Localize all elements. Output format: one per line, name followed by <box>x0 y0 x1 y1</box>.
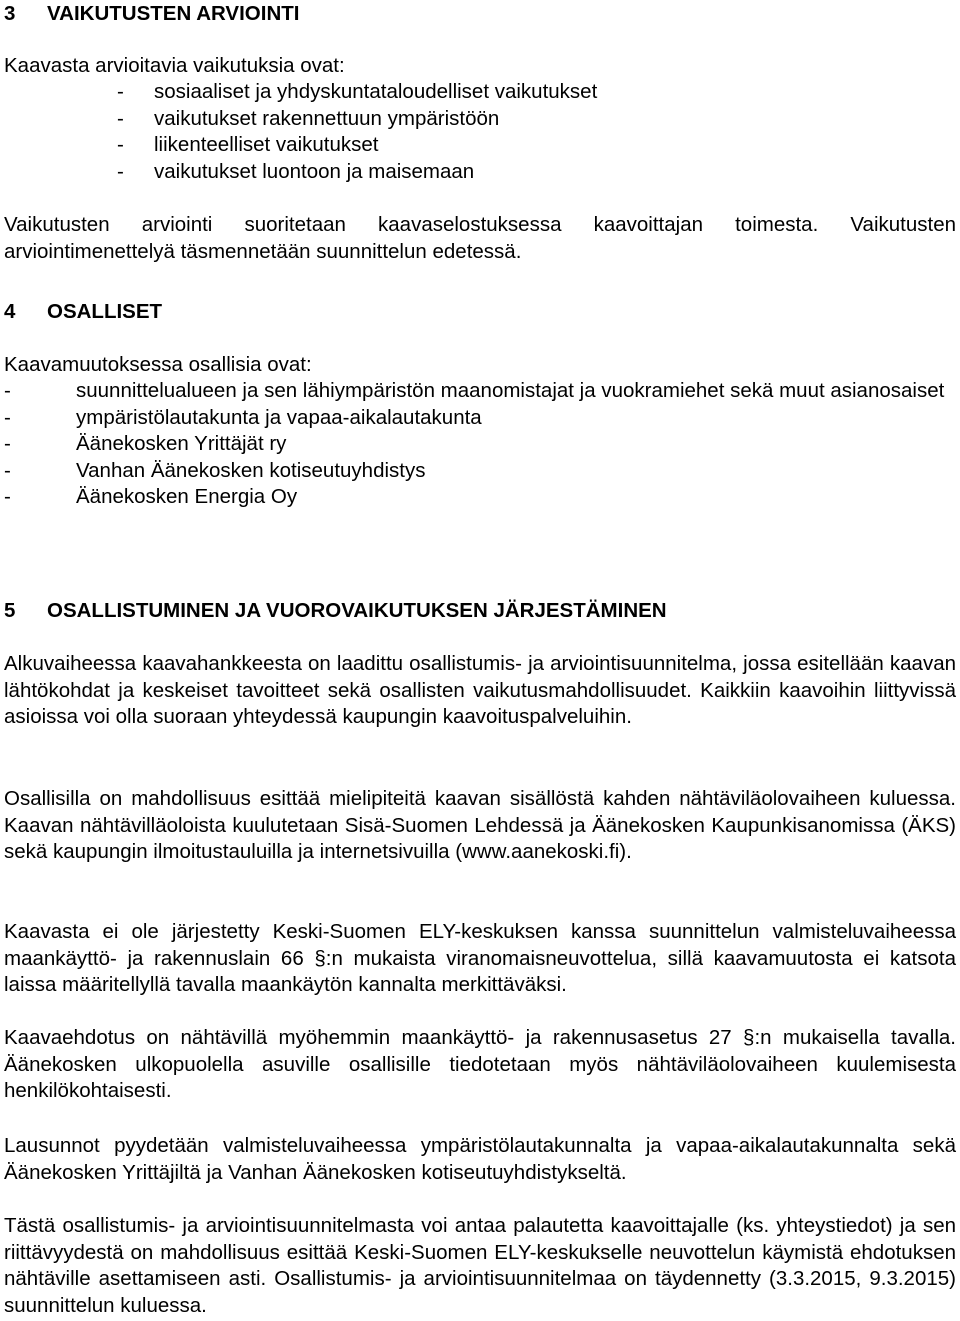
list-item <box>117 159 597 186</box>
section-3-heading <box>4 1 299 27</box>
list-dash: - <box>117 159 124 183</box>
list-item-text: ympäristölautakunta ja vapaa-aikalautakunta <box>76 405 482 429</box>
section-4-intro: Kaavamuutoksessa osallisia ovat: <box>4 353 312 376</box>
section-5-paragraph-3: Kaavasta ei ole järjestetty Keski-Suomen ELY-keskuksen kanssa suunnittelun valmisteluvaiheessa maankäyttö- ja rakennuslain 66 §:n mukaista viranomaisneuvottelua, sillä kaavamuutosta ei katsota laissa määritellyllä tavalla maankäytön kannalta merkittäväksi. <box>4 920 956 996</box>
section-4-number: 4 <box>4 300 16 323</box>
list-dash: - <box>117 133 124 156</box>
list-item <box>4 431 956 458</box>
list-dash: - <box>4 379 11 402</box>
list-dash: - <box>4 432 11 455</box>
list-item-text: suunnittelualueen ja sen lähiympäristön maanomistajat ja vuokramiehet sekä muut asianosaiset <box>76 379 945 402</box>
list-dash: - <box>4 405 11 429</box>
list-item <box>4 484 956 511</box>
list-item <box>117 106 597 133</box>
list-item <box>117 79 597 106</box>
section-5-heading <box>4 598 667 624</box>
list-dash: - <box>117 106 124 130</box>
list-item-text: Äänekosken Yrittäjät ry <box>76 432 287 455</box>
section-4-stakeholder-list <box>4 378 956 511</box>
list-dash: - <box>117 80 124 103</box>
section-3-impact-list <box>4 79 597 185</box>
list-item-text: vaikutukset luontoon ja maisemaan <box>154 159 475 183</box>
section-3-number: 3 <box>4 2 16 25</box>
section-5-paragraph-1: Alkuvaiheessa kaavahankkeesta on laadittu osallistumis- ja arviointisuunnitelma, jossa esitellään kaavan lähtökohdat ja keskeiset tavoitteet sekä osallisten vaikutusmahdollisuudet. Kaikkiin kaavoihin liittyvissä asioissa voi olla suoraan yhteydessä kaupungin kaavoituspalveluihin. <box>4 652 956 728</box>
section-5-title: OSALLISTUMINEN JA VUOROVAIKUTUKSEN JÄRJESTÄMINEN <box>47 599 667 622</box>
section-3-paragraph: Vaikutusten arviointi suoritetaan kaavaselostuksessa kaavoittajan toimesta. Vaikutusten arviointimenettelyä täsmennetään suunnittelun edetessä. <box>4 213 956 263</box>
list-item-text: Äänekosken Energia Oy <box>76 485 298 508</box>
section-5-paragraph-4: Kaavaehdotus on nähtävillä myöhemmin maankäyttö- ja rakennusasetus 27 §:n mukaisella tavalla. Äänekosken ulkopuolella asuville osallisille tiedotetaan myös nähtäviläolovaiheen kuulemisesta henkilökohtaisesti. <box>4 1026 956 1102</box>
list-item-text: Vanhan Äänekosken kotiseutuyhdistys <box>76 458 426 482</box>
list-item-text: liikenteelliset vaikutukset <box>154 133 379 156</box>
section-5-paragraph-6: Tästä osallistumis- ja arviointisuunnitelmasta voi antaa palautetta kaavoittajalle (ks. yhteystiedot) ja sen riittävyydestä on mahdollisuus esittää Keski-Suomen ELY-keskukselle neuvottelun käymistä ehdotuksen nähtäville asettamiseen asti. Osallistumis- ja arviointisuunnitelmaa on täydennetty (3.3.2015, 9.3.2015) suunnittelun kuluessa. <box>4 1214 956 1317</box>
list-dash: - <box>4 485 11 508</box>
section-5-paragraph-2: Osallisilla on mahdollisuus esittää mielipiteitä kaavan sisällöstä kahden nähtäviläolovaiheen kuluessa. Kaavan nähtävilläoloista kuulutetaan Sisä-Suomen Lehdessä ja Äänekosken Kaupunkisanomissa (ÄKS) sekä kaupungin ilmoitustauluilla ja internetsivuilla (www.aanekoski.fi). <box>4 787 956 863</box>
section-5-number: 5 <box>4 599 16 622</box>
list-dash: - <box>4 458 11 482</box>
list-item-text: sosiaaliset ja yhdyskuntataloudelliset vaikutukset <box>154 80 598 103</box>
list-item <box>4 405 956 432</box>
section-3-title: VAIKUTUSTEN ARVIOINTI <box>47 2 300 25</box>
list-item <box>117 132 597 159</box>
section-3-intro: Kaavasta arvioitavia vaikutuksia ovat: <box>4 54 345 77</box>
list-item-text: vaikutukset rakennettuun ympäristöön <box>154 106 500 130</box>
list-item <box>4 378 956 405</box>
section-4-heading <box>4 299 162 325</box>
section-4-title: OSALLISET <box>47 300 163 323</box>
list-item <box>4 458 956 485</box>
section-5-paragraph-5: Lausunnot pyydetään valmisteluvaiheessa ympäristölautakunnalta ja vapaa-aikalautakunnalta sekä Äänekosken Yrittäjiltä ja Vanhan Äänekosken kotiseutuyhdistykseltä. <box>4 1134 956 1184</box>
